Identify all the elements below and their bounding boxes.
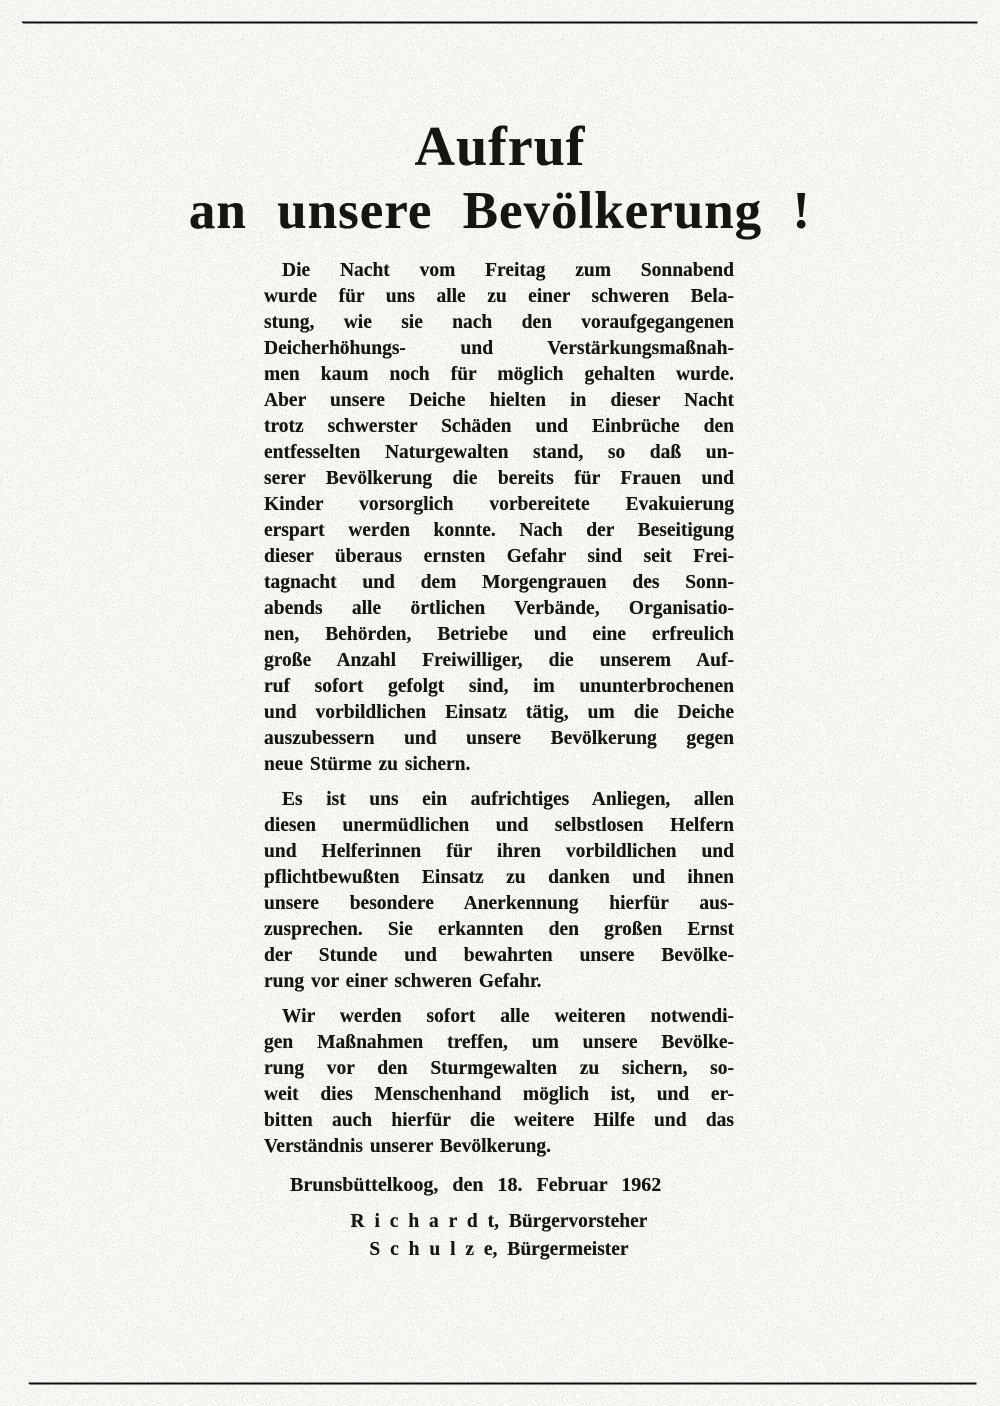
text-line: Kinder vorsorglich vorbereitete Evakuierung	[264, 494, 734, 515]
text-line: trotz schwerster Schäden und Einbrüche den	[264, 416, 734, 437]
text-line: Wir werden sofort alle weiteren notwendi-	[282, 1006, 734, 1027]
text-line: erspart werden konnte. Nach der Beseitigung	[264, 520, 734, 541]
text-line: Deicherhöhungs- und Verstärkungsmaßnah-	[264, 338, 734, 359]
text-line: ruf sofort gefolgt sind, im ununterbrochenen	[264, 676, 734, 697]
signature-block	[264, 1208, 734, 1264]
text-line: pflichtbewußten Einsatz zu danken und ihnen	[264, 867, 734, 888]
headline-line1: Aufruf	[414, 116, 586, 178]
text-line: zusprechen. Sie erkannten den großen Ernst	[264, 919, 734, 940]
text-line: stung, wie sie nach den voraufgegangenen	[264, 312, 734, 333]
text-line: unsere besondere Anerkennung hierfür aus-	[264, 893, 734, 914]
text-line: große Anzahl Freiwilliger, die unserem Auf-	[264, 650, 734, 671]
paragraph-3	[264, 1004, 734, 1160]
text-line: bitten auch hierfür die weitere Hilfe und das	[264, 1110, 734, 1131]
text-line: auszubessern und unsere Bevölkerung gegen	[264, 728, 734, 749]
text-line: men kaum noch für möglich gehalten wurde.	[264, 364, 734, 385]
text-line: Es ist uns ein aufrichtiges Anliegen, allen	[282, 789, 734, 810]
text-line: rung vor einer schweren Gefahr.	[264, 971, 542, 992]
text-line: wurde für uns alle zu einer schweren Bela-	[264, 286, 734, 307]
headline-line2: an unsere Bevölkerung !	[188, 182, 812, 240]
text-line: der Stunde und bewahrten unsere Bevölke-	[264, 945, 734, 966]
text-line: abends alle örtlichen Verbände, Organisatio-	[264, 598, 734, 619]
text-line: und vorbildlichen Einsatz tätig, um die Deiche	[264, 702, 734, 723]
signature-buergermeister: S c h u l z e, Bürgermeister	[369, 1239, 629, 1260]
text-line: entfesselten Naturgewalten stand, so daß un-	[264, 442, 734, 463]
text-line: Aber unsere Deiche hielten in dieser Nacht	[264, 390, 734, 411]
paragraph-1	[264, 258, 734, 778]
text-line: diesen unermüdlichen und selbstlosen Helfern	[264, 815, 734, 836]
text-line: serer Bevölkerung die bereits für Frauen und	[264, 468, 734, 489]
text-line: Verständnis unserer Bevölkerung.	[264, 1136, 551, 1157]
text-line: weit dies Menschenhand möglich ist, und er-	[264, 1084, 734, 1105]
headline	[40, 114, 960, 242]
text-line: und Helferinnen für ihren vorbildlichen und	[264, 841, 734, 862]
dateline: Brunsbüttelkoog, den 18. Februar 1962	[290, 1174, 662, 1196]
paragraph-2	[264, 787, 734, 995]
text-line: nen, Behörden, Betriebe und eine erfreulich	[264, 624, 734, 645]
text-line: dieser überaus ernsten Gefahr sind seit Frei-	[264, 546, 734, 567]
announcement-body	[264, 258, 734, 1264]
text-line: Die Nacht vom Freitag zum Sonnabend	[282, 260, 734, 281]
text-line: neue Stürme zu sichern.	[264, 754, 471, 775]
text-line: gen Maßnahmen treffen, um unsere Bevölke-	[264, 1032, 734, 1053]
text-line: tagnacht und dem Morgengrauen des Sonn-	[264, 572, 734, 593]
signature-buergervorsteher: R i c h a r d t, Bürgervorsteher	[350, 1211, 648, 1232]
text-line: rung vor den Sturmgewalten zu sichern, so-	[264, 1058, 734, 1079]
